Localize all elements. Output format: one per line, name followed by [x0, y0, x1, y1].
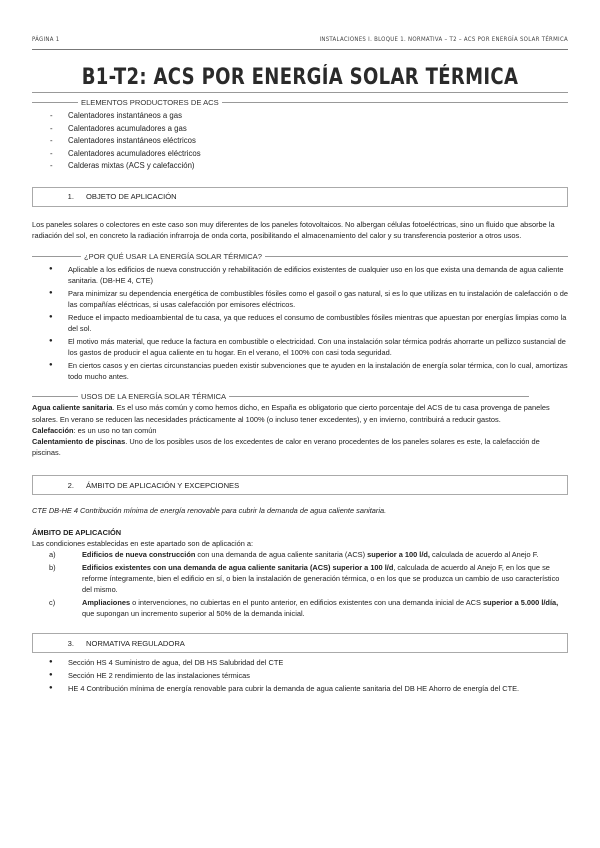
document-title: B1-T2: ACS POR ENERGÍA SOLAR TÉRMICA	[81, 65, 519, 90]
bold-part: Edificios existentes con una demanda de agua caliente sanitaria (ACS) superior a 100 l/d	[82, 563, 394, 572]
list-item: ● Reduce el impacto medioambiental de tu casa, ya que reduces el consumo de combustibles fósiles mientras que apuestan por energías limpias como la del sol.	[32, 312, 568, 334]
uso-term: Agua caliente sanitaria	[32, 403, 113, 413]
item-letter: c)	[49, 598, 56, 607]
rule-line	[229, 396, 529, 397]
normativa-list	[32, 657, 568, 694]
ambito-subheading: ÁMBITO DE APLICACIÓN	[32, 527, 122, 537]
ambito-item	[32, 549, 568, 560]
ambito-item	[32, 597, 568, 619]
section-number: 2.	[67, 480, 74, 490]
list-item: ● El motivo más material, que reduce la factura en combustible o electricidad. Con una instalación solar térmica podrás ahorrarte un pellizco sustancial de los gastos de producir el agua caliente en tu hogar. En el verano, el 100% con casi toda seguridad.	[32, 336, 568, 358]
text-part: que supongan un incremento superior al 50% de la demanda inicial.	[82, 609, 305, 618]
section-3-box	[32, 633, 568, 653]
title-rule	[32, 92, 568, 93]
list-item: ● En ciertos casos y en ciertas circunstancias pueden existir subvenciones que te ayuden en la instalación de energía solar térmica, con lo cual, amortizas todo mucho antes.	[32, 360, 568, 382]
bold-part: superior a 100 l/d,	[367, 550, 430, 559]
text-part: con una demanda de agua caliente sanitaria (ACS)	[195, 550, 368, 559]
porque-list	[32, 264, 568, 382]
cte-reference: CTE DB-HE 4 Contribución mínima de energía renovable para cubrir la demanda de agua caliente sanitaria.	[32, 506, 387, 516]
ambito-list	[32, 549, 568, 619]
section-2-box	[32, 475, 568, 495]
rule-line	[32, 256, 81, 257]
item-letter: a)	[49, 550, 56, 559]
list-item: ● Sección HE 2 rendimiento de las instalaciones térmicas	[32, 670, 568, 681]
uso-agua	[32, 402, 568, 424]
list-item: - Calderas mixtas (ACS y calefacción)	[32, 160, 568, 173]
list-item: - Calentadores instantáneos eléctricos	[32, 135, 568, 148]
item-letter: b)	[49, 563, 56, 572]
uso-text: . Es el uso más común y como hemos dicho, en España es obligatorio que cierto porcentaje del ACS de tu casa provenga de paneles solares. En verano se reducen las necesidades prácticamente al 100% (o incluso tener excedentes), y en invierno, contribuirá a reducir gastos.	[32, 403, 550, 424]
document-body	[32, 96, 568, 696]
uso-term: Calentamiento de piscinas	[32, 436, 126, 446]
list-item: ● Aplicable a los edificios de nueva construcción y rehabilitación de edificios existentes de cualquier uso en los que exista una demanda de agua caliente sanitaria. (DB-HE 4, CTE)	[32, 264, 568, 286]
text-part: o intervenciones, no cubiertas en el punto anterior, en edificios existentes con una demanda inicial de ACS	[130, 598, 483, 607]
header-rule	[32, 49, 568, 50]
heading-label: ¿POR QUÉ USAR LA ENERGÍA SOLAR TÉRMICA?	[84, 251, 262, 261]
ambito-item	[32, 562, 568, 595]
heading-label: ELEMENTOS PRODUCTORES DE ACS	[81, 97, 219, 107]
page-header	[32, 36, 568, 45]
uso-piscinas	[32, 436, 568, 458]
productores-heading	[32, 96, 568, 108]
rule-line	[222, 102, 568, 103]
section-number: 1.	[67, 192, 74, 202]
list-item: ● Sección HS 4 Suministro de agua, del DB HS Salubridad del CTE	[32, 657, 568, 668]
section-1-paragraph: Los paneles solares o colectores en este caso son muy diferentes de los paneles fotovoltaicos. No albergan células fotoeléctricas, sino un fluido que absorbe la radiación del sol, en concreto la radiación infrarroja de onda corta, posibilitando el almacenamiento del calor y su transferencia posterior a otros usos.	[32, 219, 555, 241]
porque-heading	[32, 250, 568, 262]
ambito-intro: Las condiciones establecidas en este apartado son de aplicación a:	[32, 538, 254, 548]
list-item: ● Para minimizar su dependencia energética de combustibles fósiles como el gasoil o gas natural, si es lo que utilizas en tu instalación de calefacción o de las compañías eléctricas, si usas calefacción por emisores eléctricos.	[32, 288, 568, 310]
section-title: NORMATIVA REGULADORA	[86, 638, 185, 648]
heading-label: USOS DE LA ENERGÍA SOLAR TÉRMICA	[81, 391, 227, 401]
section-number: 3.	[67, 638, 74, 648]
section-title: OBJETO DE APLICACIÓN	[86, 192, 177, 202]
list-item: - Calentadores acumuladores a gas	[32, 123, 568, 136]
rule-line	[265, 256, 568, 257]
uso-term: Calefacción	[32, 425, 74, 435]
text-part: , calculada de acuerdo al Anejo F, en los que se reforme íntegramente, bien el edificio en sí, o bien la instalación de generación térmica, o en los que se produzca un cambio de uso característico del mismo.	[82, 563, 560, 594]
section-title: ÁMBITO DE APLICACIÓN Y EXCEPCIONES	[86, 480, 240, 490]
list-item: - Calentadores instantáneos a gas	[32, 110, 568, 123]
bold-part: superior a 5.000 l/día,	[482, 598, 559, 607]
productores-list	[32, 110, 568, 173]
rule-line	[32, 102, 78, 103]
page-number: PÁGINA 1	[32, 36, 60, 43]
running-title: INSTALACIONES I. BLOQUE 1. NORMATIVA – T2 – ACS POR ENERGÍA SOLAR TÉRMICA	[319, 36, 568, 43]
text-part: calculada de acuerdo al Anejo F.	[429, 550, 539, 559]
bold-part: Edificios de nueva construcción	[82, 550, 196, 559]
rule-line	[32, 396, 78, 397]
section-1-box	[32, 187, 568, 207]
uso-text: : es un uso no tan común	[73, 425, 157, 435]
list-item: - Calentadores acumuladores eléctricos	[32, 148, 568, 161]
bold-part: Ampliaciones	[82, 598, 131, 607]
usos-heading	[32, 390, 568, 402]
uso-calefaccion	[32, 425, 568, 436]
list-item: ● HE 4 Contribución mínima de energía renovable para cubrir la demanda de agua caliente sanitaria del DB HE Ahorro de energía del CTE.	[32, 683, 568, 694]
uso-text: . Uno de los posibles usos de los excedentes de calor en verano procedentes de los paneles solares es este, la calefacción de piscinas.	[32, 436, 540, 458]
